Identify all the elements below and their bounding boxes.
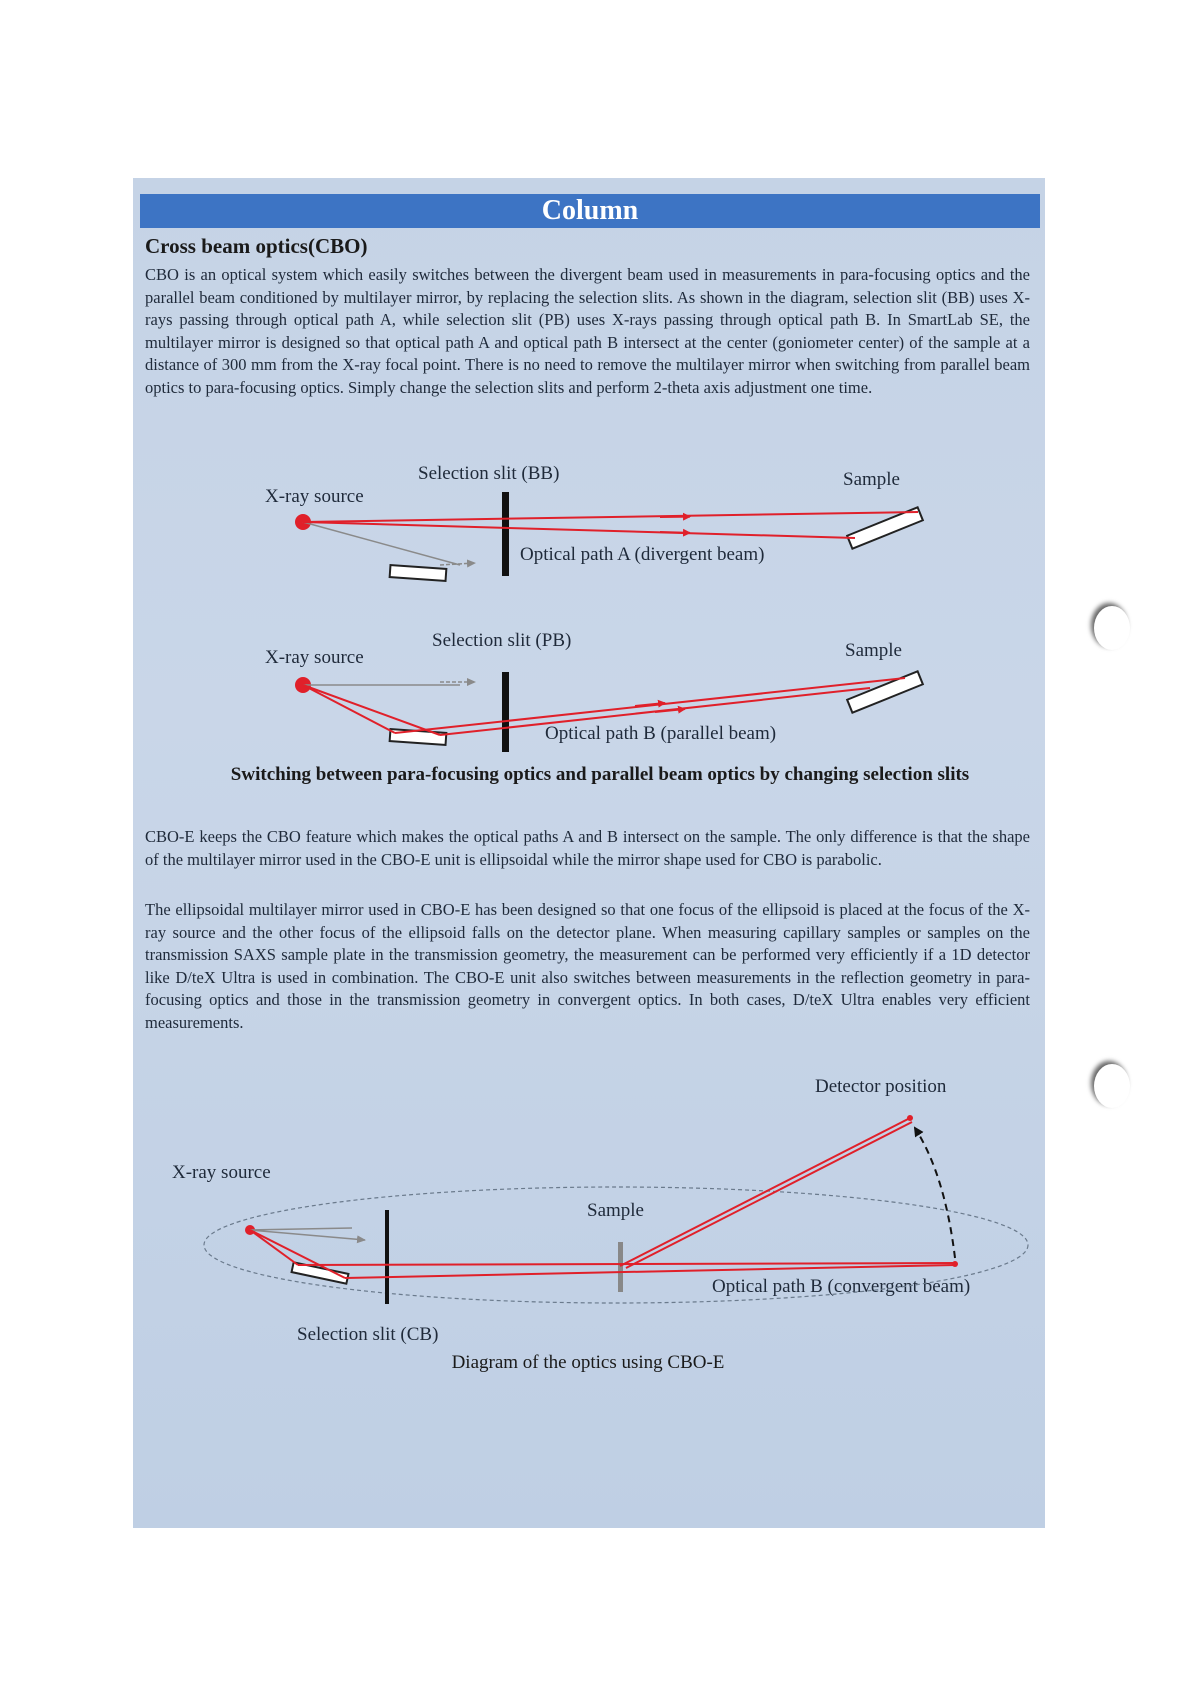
- diffracted-beam-b: [626, 1122, 912, 1268]
- focus-point: [952, 1261, 958, 1267]
- paragraph-cbo-e: CBO-E keeps the CBO feature which makes the optical paths A and B intersect on the sample. The only difference is that the shape of the multilayer mirror used in the CBO-E unit is ellipsoidal while the mirror shape used for CBO is parabolic.: [145, 827, 1030, 869]
- detector-position-label: Detector position: [815, 1076, 947, 1097]
- detector-position-dot: [907, 1115, 913, 1121]
- diagram-divergent-beam: [265, 463, 923, 581]
- selection-slit-pb-label: Selection slit (PB): [432, 630, 572, 651]
- incident-beam-2b: [303, 685, 440, 735]
- selection-slit-cb-label: Selection slit (CB): [297, 1324, 439, 1345]
- optical-path-b-label: Optical path B (parallel beam): [545, 723, 777, 744]
- sample-plate-2: [847, 671, 923, 712]
- incident-beam-3a: [250, 1230, 298, 1265]
- punch-hole-bottom: [1094, 1064, 1130, 1108]
- diagram-cbo-e: [172, 1076, 1028, 1345]
- column-banner: Column: [140, 194, 1040, 228]
- divergent-beam-upper: [303, 512, 918, 522]
- paragraph-ellipsoidal-mirror: The ellipsoidal multilayer mirror used in CBO-E has been designed so that one focus of the ellipsoid is placed at the focus of the X-ray source and the other focus of the ellipsoid falls on the detector plane. When measuring capillary samples or samples on the transmission SAXS sample plate in the transmission geometry, the measurement can be performed very efficiently if a 1D detector like D/teX Ultra is used in combination. The CBO-E unit also switches between measurements in the reflection geometry in para-focusing optics and those in the transmission geometry in convergent optics. In both cases, D/teX Ultra enables very efficient measurements.: [145, 900, 1030, 1032]
- punch-hole-top: [1094, 606, 1130, 650]
- optical-path-b-convergent-label: Optical path B (convergent beam): [712, 1276, 971, 1297]
- detector-rotation-arrow: [915, 1128, 955, 1258]
- xray-source-label-2: X-ray source: [265, 647, 364, 668]
- gray-beam-3a: [250, 1228, 352, 1230]
- sample-label-1: Sample: [843, 469, 900, 490]
- selection-slit-bb: [502, 492, 509, 576]
- section-heading: Cross beam optics(CBO): [145, 234, 368, 258]
- sample-label-2: Sample: [845, 640, 902, 661]
- caption-cbo-e: Diagram of the optics using CBO-E: [451, 1352, 725, 1373]
- divergent-beam-lower: [303, 522, 855, 538]
- xray-source-label-1: X-ray source: [265, 486, 364, 507]
- paragraph-cbo: CBO is an optical system which easily switches between the divergent beam used in measurements in para-focusing optics and the parallel beam conditioned by multilayer mirror, by replacing the selection slits. As shown in the diagram, selection slit (BB) uses X-rays passing through optical path A, while selection slit (PB) uses X-rays passing through optical path B. In SmartLab SE, the multilayer mirror is designed so that optical path A and optical path B intersect at the center (goniometer center) of the sample at a distance of 300 mm from the X-ray focal point. There is no need to remove the multilayer mirror when switching from parallel beam optics to para-focusing optics. Simply change the selection slits and perform 2-theta axis adjustment one time.: [145, 265, 1030, 397]
- selection-slit-pb: [502, 672, 509, 752]
- gray-beam-1: [303, 522, 460, 565]
- sample-label-3: Sample: [587, 1200, 644, 1221]
- diffracted-beam-a: [620, 1118, 910, 1266]
- beam-arrow-1b: [660, 532, 690, 533]
- selection-slit-bb-label: Selection slit (BB): [418, 463, 560, 484]
- incident-beam-2a: [303, 685, 395, 733]
- diagram-parallel-beam: [265, 630, 923, 752]
- sample-3: [618, 1242, 623, 1292]
- xray-source-label-3: X-ray source: [172, 1162, 271, 1183]
- caption-switching: Switching between para-focusing optics and parallel beam optics by changing selection slits: [230, 764, 970, 785]
- selection-slit-cb: [385, 1210, 389, 1304]
- optical-path-a-label: Optical path A (divergent beam): [520, 544, 765, 565]
- multilayer-mirror-1: [390, 565, 447, 581]
